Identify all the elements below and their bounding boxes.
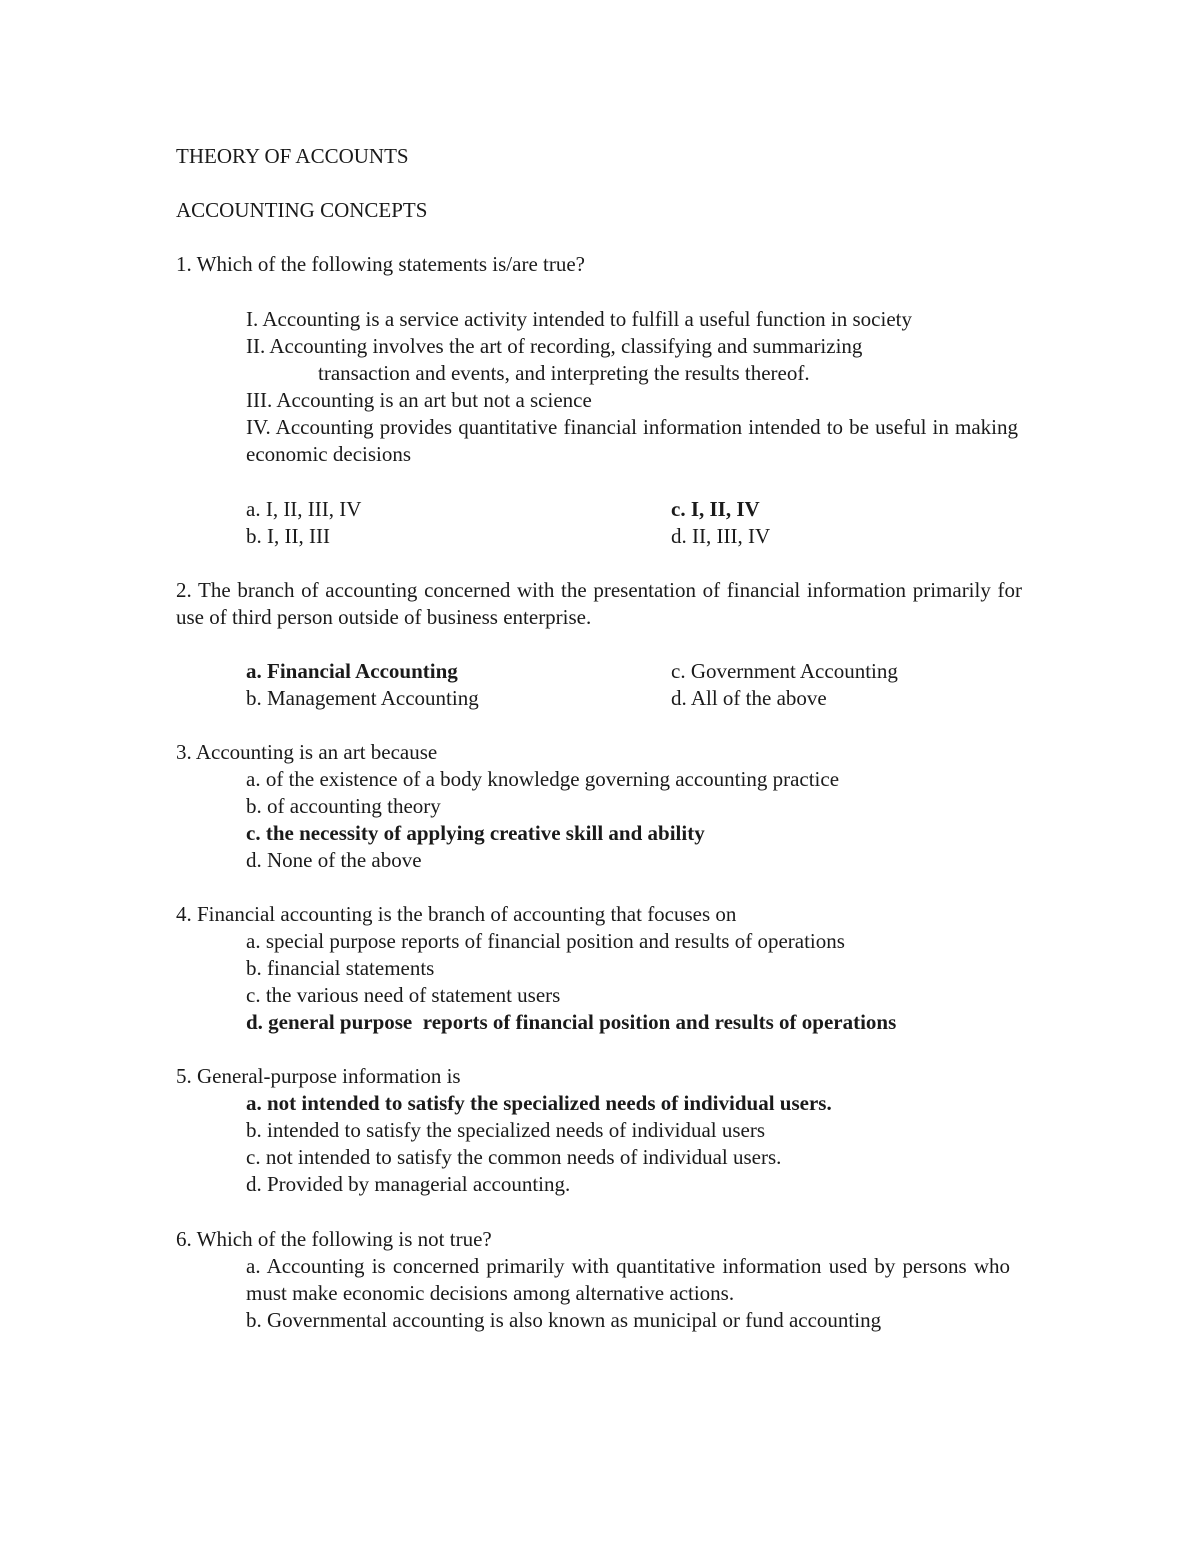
q4-option-c: c. the various need of statement users <box>246 983 561 1007</box>
section-title: ACCOUNTING CONCEPTS <box>176 198 428 222</box>
q1-statement-2-cont: transaction and events, and interpreting the results thereof. <box>318 361 810 385</box>
q3-option-d: d. None of the above <box>246 848 422 872</box>
q5-option-d: d. Provided by managerial accounting. <box>246 1172 571 1196</box>
q1-option-c-answer: c. I, II, IV <box>671 497 760 521</box>
q1-statement-2: II. Accounting involves the art of recording, classifying and summarizing <box>246 334 863 358</box>
document-title: THEORY OF ACCOUNTS <box>176 144 409 168</box>
q6-option-b: b. Governmental accounting is also known as municipal or fund accounting <box>246 1308 882 1332</box>
q5-option-b: b. intended to satisfy the specialized needs of individual users <box>246 1118 766 1142</box>
q1-statement-3: III. Accounting is an art but not a science <box>246 388 592 412</box>
q5-option-a-answer: a. not intended to satisfy the specialized needs of individual users. <box>246 1091 832 1115</box>
q3-option-c-answer: c. the necessity of applying creative skill and ability <box>246 821 705 845</box>
q1-option-b: b. I, II, III <box>246 524 330 548</box>
q2-option-a-answer: a. Financial Accounting <box>246 659 458 683</box>
q3-option-a: a. of the existence of a body knowledge governing accounting practice <box>246 767 840 791</box>
q1-statement-1: I. Accounting is a service activity intended to fulfill a useful function in society <box>246 307 912 331</box>
q4-option-a: a. special purpose reports of financial position and results of operations <box>246 929 845 953</box>
question-4: 4. Financial accounting is the branch of accounting that focuses on <box>176 902 737 926</box>
q6-option-a: a. Accounting is concerned primarily with quantitative information used by persons who must make economic decisions among alternative actions. <box>246 1254 1010 1305</box>
q3-option-b: b. of accounting theory <box>246 794 441 818</box>
q2-option-b: b. Management Accounting <box>246 686 479 710</box>
question-2: 2. The branch of accounting concerned with the presentation of financial information primarily for use of third person outside of business enterprise. <box>176 578 1022 629</box>
q5-option-c: c. not intended to satisfy the common needs of individual users. <box>246 1145 782 1169</box>
q4-option-d-answer: d. general purpose reports of financial position and results of operations <box>246 1010 897 1034</box>
q1-option-d: d. II, III, IV <box>671 524 771 548</box>
q1-option-a: a. I, II, III, IV <box>246 497 362 521</box>
question-3: 3. Accounting is an art because <box>176 740 438 764</box>
q1-statement-4: IV. Accounting provides quantitative financial information intended to be useful in making economic decisions <box>246 415 1018 466</box>
q2-option-d: d. All of the above <box>671 686 827 710</box>
q2-option-c: c. Government Accounting <box>671 659 898 683</box>
question-1: 1. Which of the following statements is/are true? <box>176 252 585 276</box>
q4-option-b: b. financial statements <box>246 956 435 980</box>
question-6: 6. Which of the following is not true? <box>176 1227 492 1251</box>
question-5: 5. General-purpose information is <box>176 1064 461 1088</box>
